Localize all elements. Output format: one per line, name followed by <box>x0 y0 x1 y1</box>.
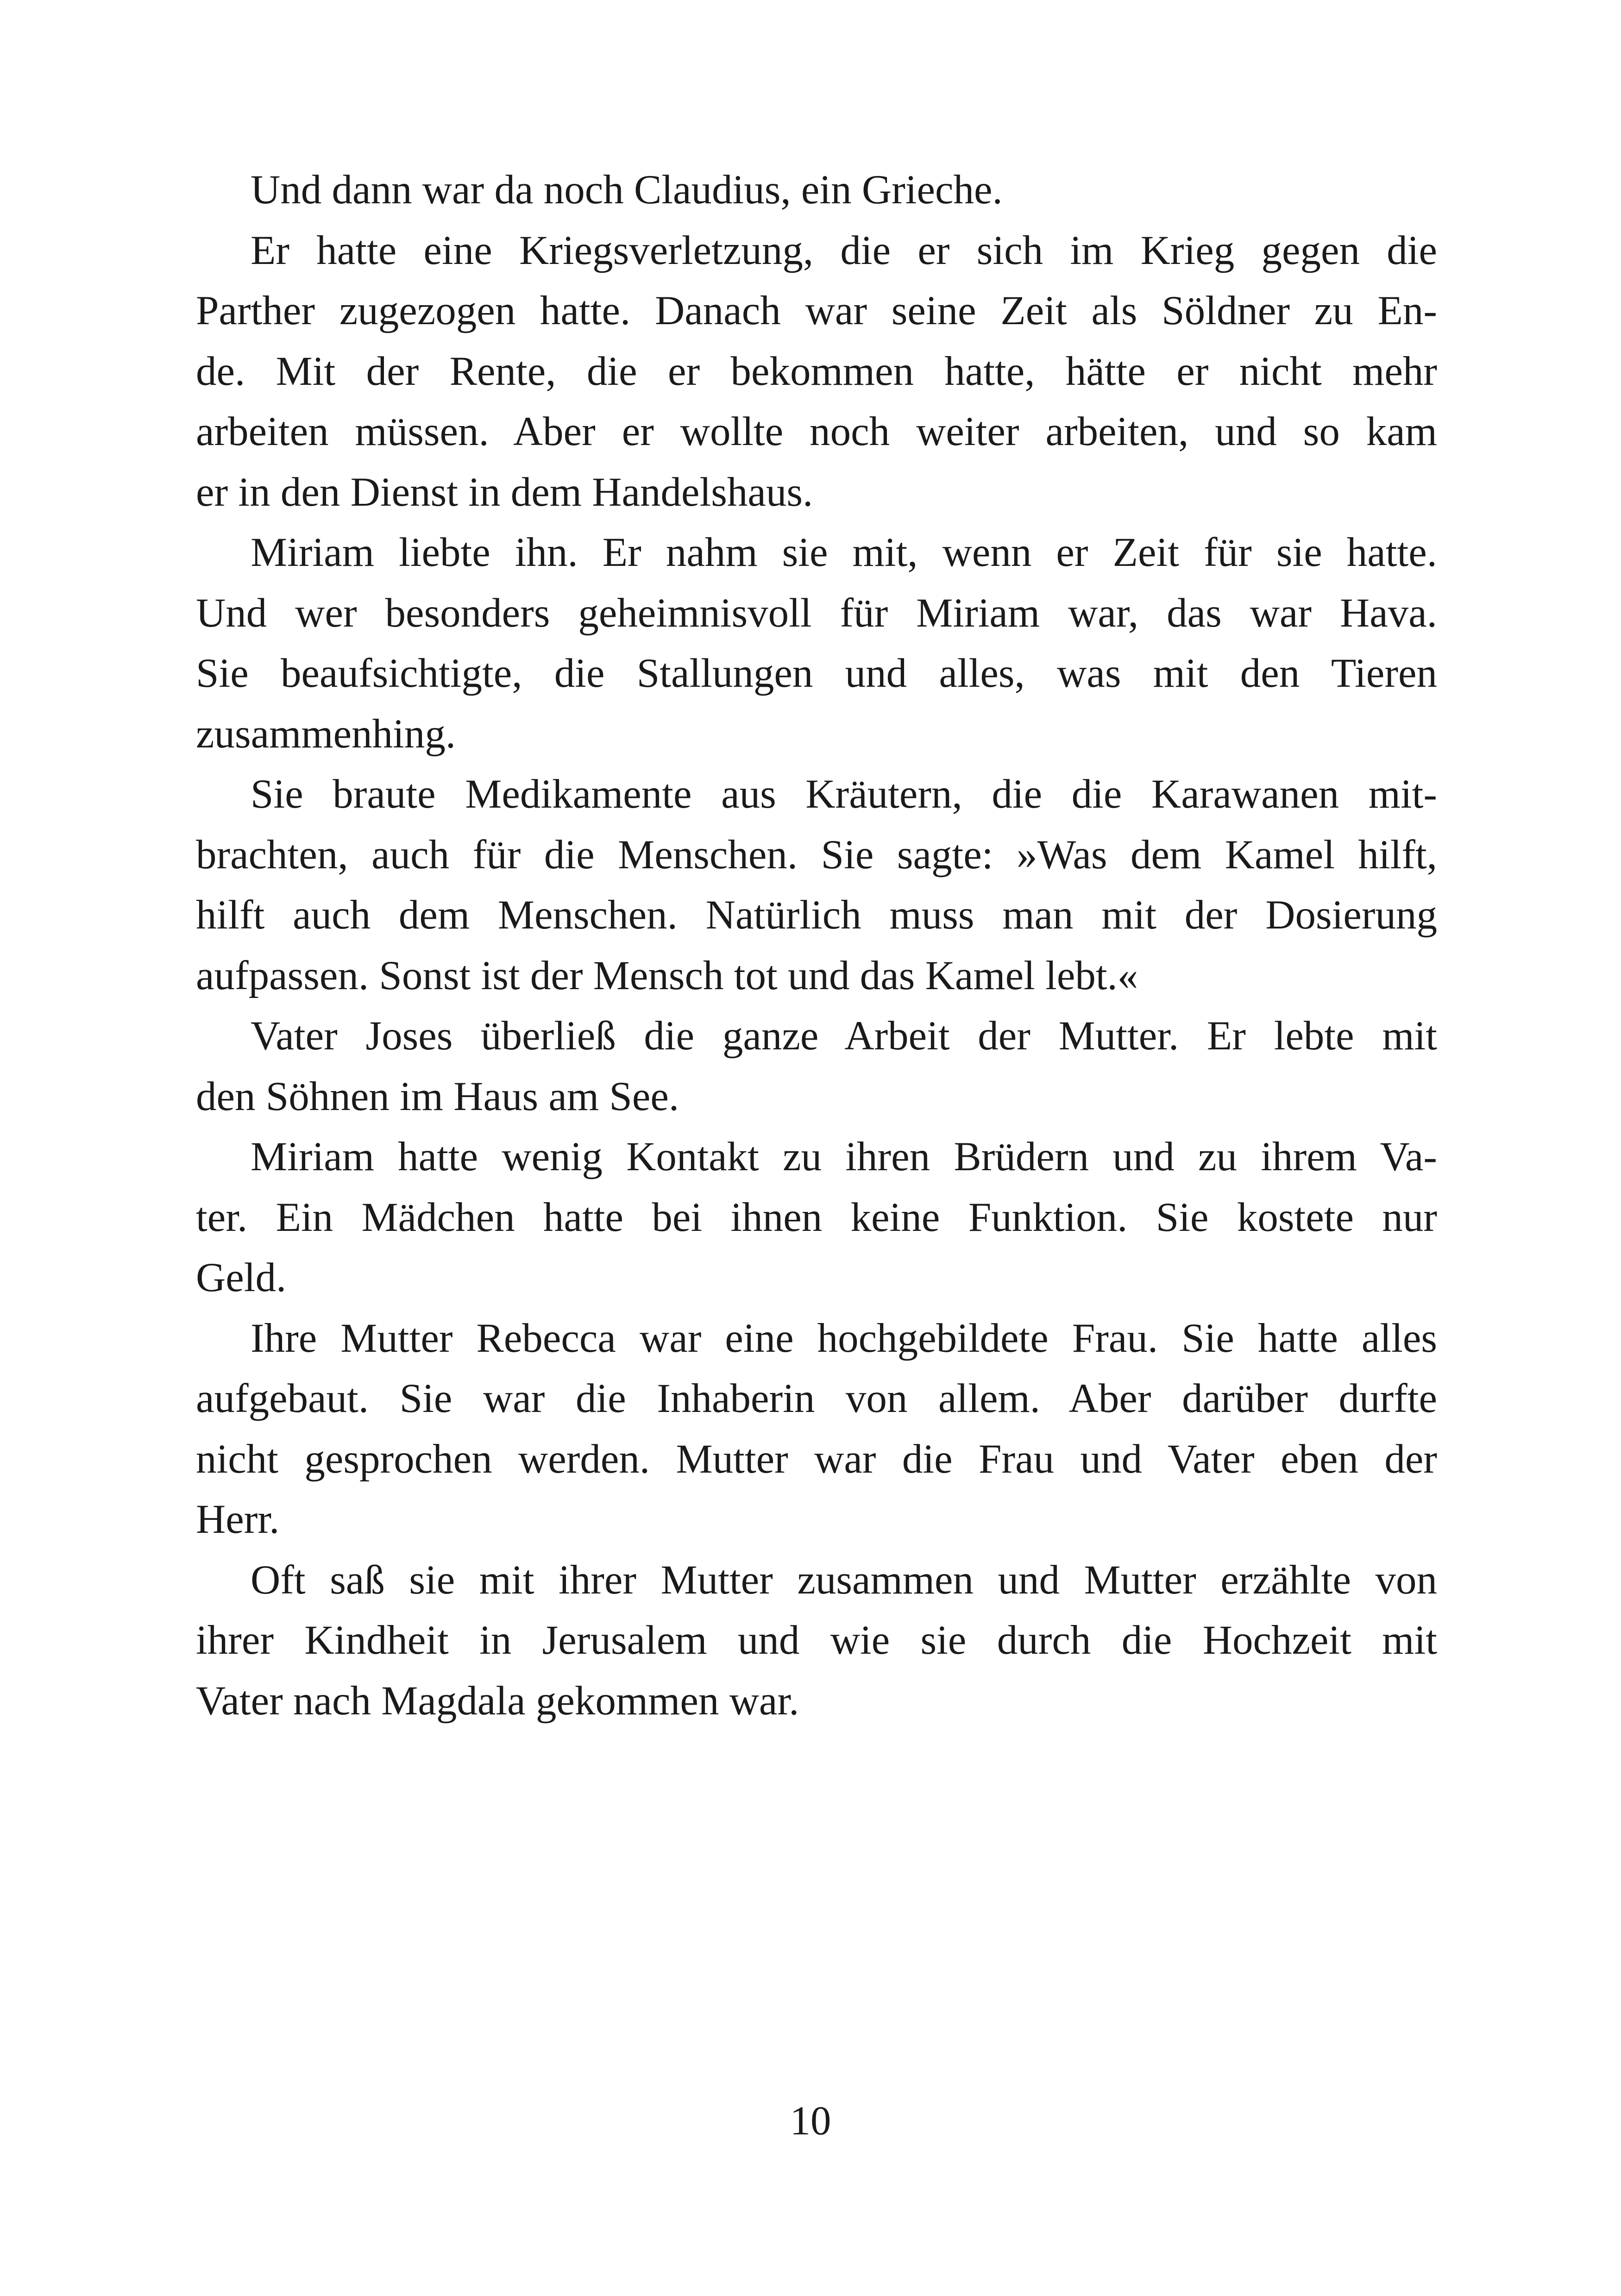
text-line: de. Mit der Rente, die er bekommen hatte, hätte er nicht mehr <box>196 348 1437 394</box>
paragraph <box>196 160 1437 220</box>
text-line: Oft saß sie mit ihrer Mutter zusammen und Mutter erzählte von <box>251 1557 1437 1603</box>
paragraph <box>196 220 1437 523</box>
paragraph <box>196 1006 1437 1127</box>
text-line: Ihre Mutter Rebecca war eine hochgebildete Frau. Sie hatte alles <box>251 1315 1437 1361</box>
text-line: Vater nach Magdala gekommen war. <box>196 1678 799 1724</box>
paragraph <box>196 1308 1437 1550</box>
body-text <box>196 160 1437 1731</box>
text-line: ter. Ein Mädchen hatte bei ihnen keine Funktion. Sie kostete nur <box>196 1194 1437 1240</box>
text-line: Sie braute Medikamente aus Kräutern, die die Karawanen mit- <box>251 772 1437 817</box>
text-line: Herr. <box>196 1497 280 1542</box>
text-line: Und wer besonders geheimnisvoll für Miriam war, das war Hava. <box>196 590 1437 636</box>
paragraph <box>196 1127 1437 1308</box>
text-line: Parther zugezogen hatte. Danach war seine Zeit als Söldner zu En- <box>196 288 1437 333</box>
text-line: aufgebaut. Sie war die Inhaberin von allem. Aber darüber durfte <box>196 1376 1437 1421</box>
text-line: Geld. <box>196 1255 287 1300</box>
text-line: Miriam liebte ihn. Er nahm sie mit, wenn er Zeit für sie hatte. <box>251 530 1437 575</box>
text-line: arbeiten müssen. Aber er wollte noch weiter arbeiten, und so kam <box>196 409 1437 454</box>
text-line: den Söhnen im Haus am See. <box>196 1073 679 1119</box>
text-line: brachten, auch für die Menschen. Sie sagte: »Was dem Kamel hilft, <box>196 832 1437 878</box>
text-line: ihrer Kindheit in Jerusalem und wie sie durch die Hochzeit mit <box>196 1618 1437 1663</box>
text-line: hilft auch dem Menschen. Natürlich muss man mit der Dosierung <box>196 892 1437 938</box>
text-line: Er hatte eine Kriegsverletzung, die er sich im Krieg gegen die <box>251 227 1437 273</box>
paragraph <box>196 764 1437 1006</box>
text-line: Vater Joses überließ die ganze Arbeit der Mutter. Er lebte mit <box>251 1013 1437 1059</box>
paragraph <box>196 522 1437 764</box>
text-line: zusammenhing. <box>196 711 456 757</box>
text-line: Sie beaufsichtigte, die Stallungen und alles, was mit den Tieren <box>196 651 1437 696</box>
text-line: Miriam hatte wenig Kontakt zu ihren Brüdern und zu ihrem Va- <box>251 1134 1437 1179</box>
text-line: aufpassen. Sonst ist der Mensch tot und das Kamel lebt.« <box>196 953 1138 998</box>
text-line: nicht gesprochen werden. Mutter war die Frau und Vater eben der <box>196 1436 1437 1482</box>
text-line: er in den Dienst in dem Handelshaus. <box>196 469 813 515</box>
text-line: Und dann war da noch Claudius, ein Grieche. <box>251 167 1003 213</box>
paragraph <box>196 1550 1437 1731</box>
page-number: 10 <box>790 2098 831 2144</box>
